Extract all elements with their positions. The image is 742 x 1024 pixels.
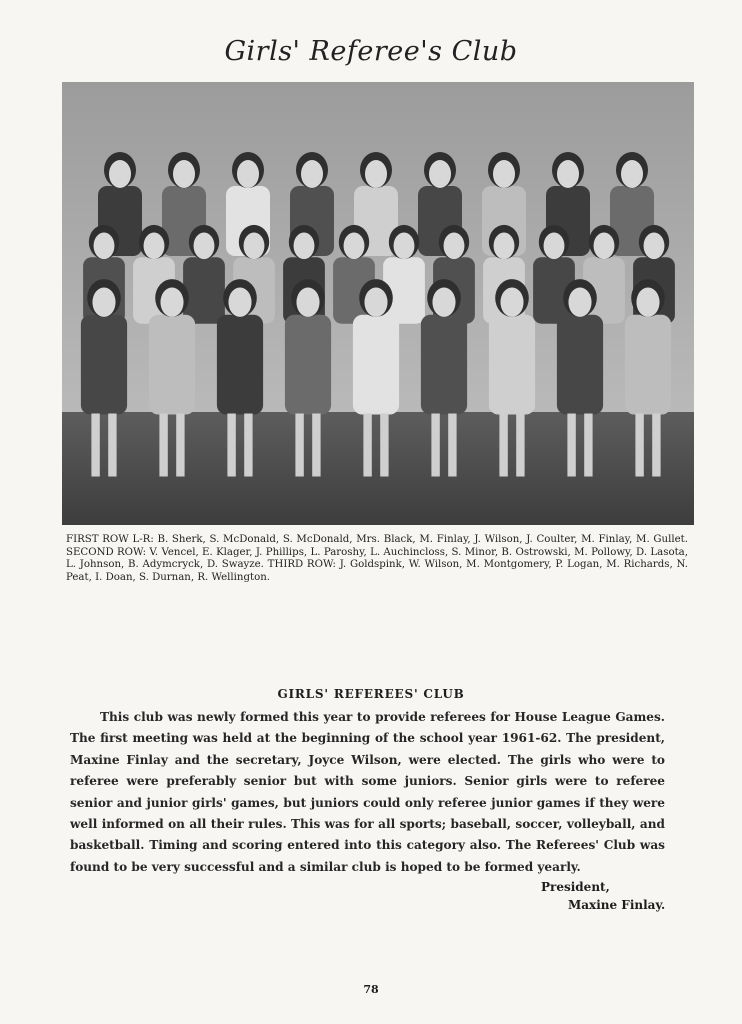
article-heading: GIRLS' REFEREES' CLUB (277, 687, 465, 701)
photo-caption: FIRST ROW L-R: B. Sherk, S. McDonald, S. McDonald, Mrs. Black, M. Finlay, J. Wilson, J. Coulter, M. Finlay, M. Gullet. SECOND ROW: V. Vencel, E. Klager, J. Phillips, L. Paroshy, L. Auchincloss, S. Minor, B. Ostrowski, M. Pollowy, D. Lasota, L. Johnson, B. Adymcryck, D. Swayze. THIRD ROW: J. Goldspink, W. Wilson, M. Montgomery, P. Logan, M. Richards, N. Peat, I. Doan, S. Durnan, R. Wellington. (66, 534, 688, 583)
group-photo (62, 82, 694, 525)
page-number: 78 (363, 983, 379, 996)
signature-role: President, (541, 880, 610, 894)
signature-name: Maxine Finlay. (568, 898, 666, 912)
person-figure (183, 225, 225, 324)
page-title: Girls' Referee's Club (224, 36, 518, 67)
article-body: This club was newly formed this year to provide referees for House League Games. The first meeting was held at the beginning of the school year 1961-62. The president, Maxine Finlay and the secretary, Joyce Wilson, were elected. The girls who were to referee were preferably senior but with some juniors. Senior girls were to referee senior and junior girls' games, but juniors could only referee junior games if they were well informed on all their rules. This was for all sports; baseball, soccer, volleyball, and basketball. Timing and scoring entered into this category also. The Referees' Club was found to be very successful and a similar club is hoped to be formed yearly. (70, 710, 665, 874)
